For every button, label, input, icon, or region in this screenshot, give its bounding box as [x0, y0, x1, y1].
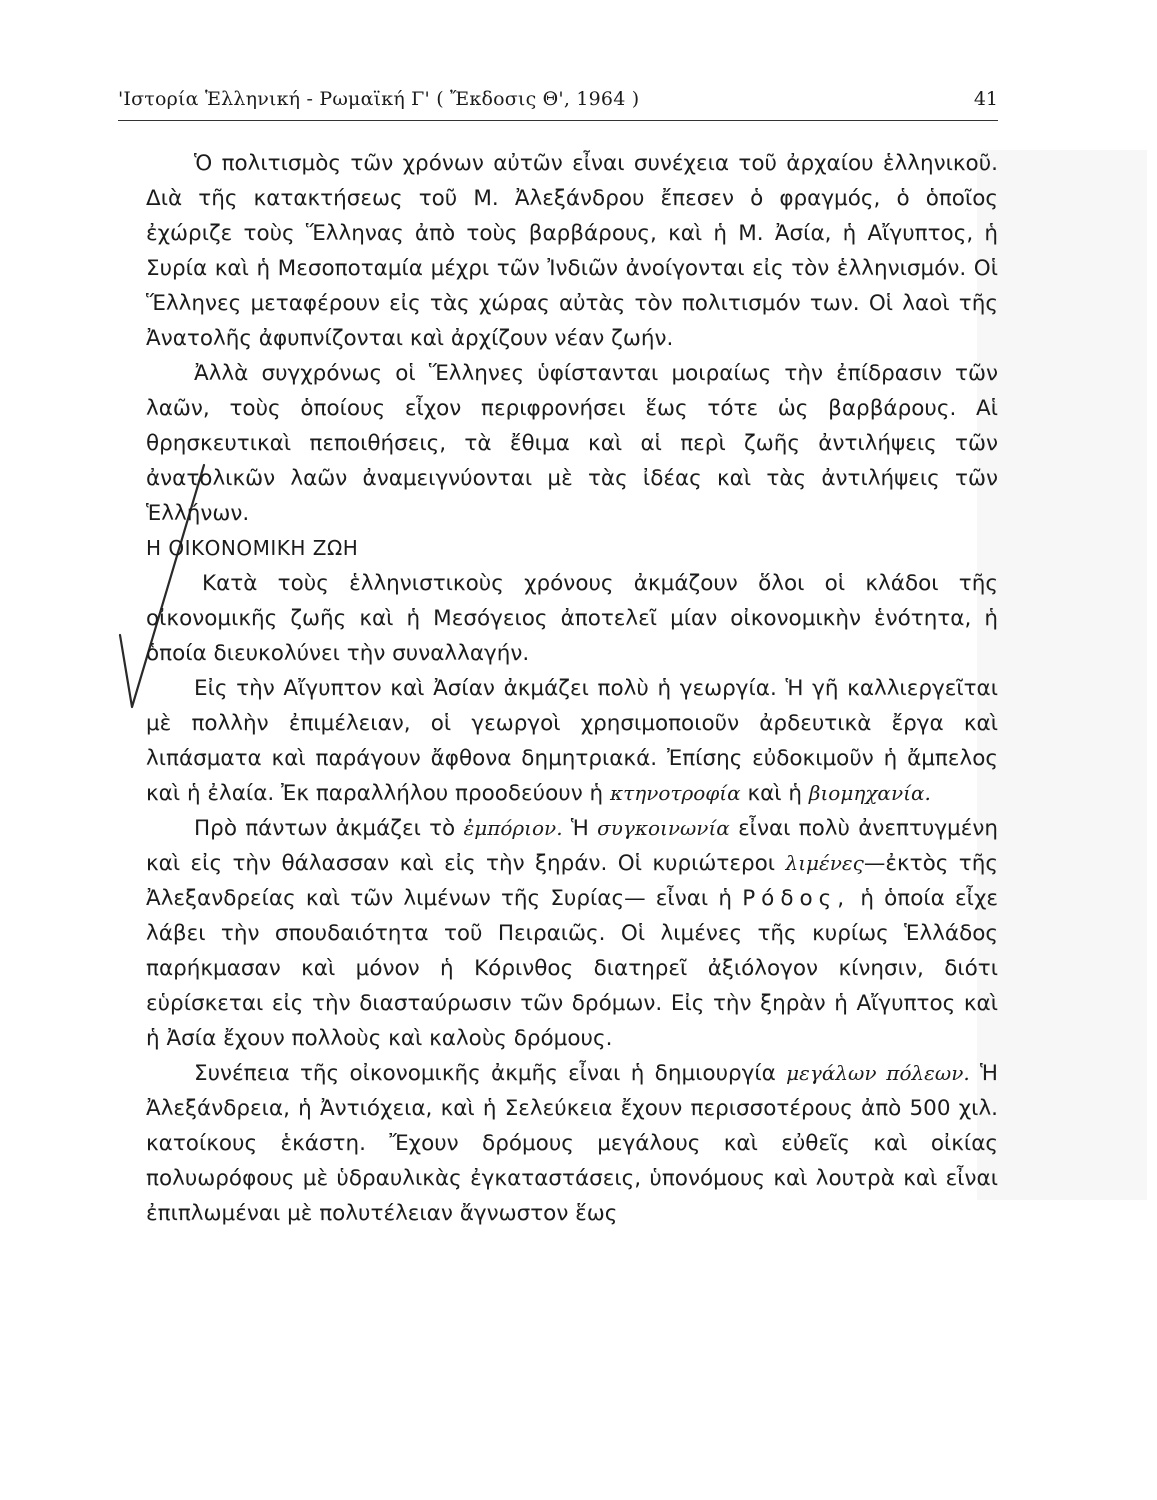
running-header — [118, 84, 998, 121]
paragraph-5-emphasis-2: συγκοινωνία — [597, 816, 730, 840]
paragraph-6 — [146, 1056, 998, 1231]
paragraph-4-text-a: Εἰς τὴν Αἴγυπτον καὶ Ἀσίαν ἀκμάζει πολὺ ἡ γεωργία. Ἡ γῆ καλλιεργεῖται μὲ πολλὴν ἐπιμέλειαν, οἱ γεωργοὶ χρησιμοποιοῦν ἀρδευτικὰ ἔργα καὶ λιπάσματα καὶ παράγουν ἄφθονα δημητριακά. Ἐπίσης εὐδοκιμοῦν ἡ ἄμπελος καὶ ἡ ἐλαία. Ἐκ παραλλήλου προοδεύουν ἡ — [146, 676, 998, 806]
paragraph-5-text-b: Ἡ — [570, 816, 589, 841]
paragraph-5-text-e: ἡ ὁποία εἶχε λάβει τὴν σπουδαιότητα τοῦ Πειραιῶς. Οἱ λιμένες τῆς κυρίως Ἑλλάδος παρήκμασαν καὶ μόνον ἡ Κόρινθος διατηρεῖ ἀξιόλογον κίνησιν, διότι εὑρίσκεται εἰς τὴν διασταύρωσιν τῶν δρόμων. Εἰς τὴν ξηρὰν ἡ Αἴγυπτος καὶ ἡ Ἀσία ἔχουν πολλοὺς καὶ καλοὺς δρόμους. — [146, 886, 998, 1051]
paragraph-5-spaced-rhodos: Ρόδος, — [742, 886, 851, 911]
body-text — [146, 146, 998, 1231]
paragraph-5-text-a: Πρὸ πάντων ἀκμάζει τὸ — [194, 816, 456, 841]
paragraph-5-text-d: —ἐκτὸς τῆς Ἀλεξανδρείας καὶ τῶν λιμένων τῆς Συρίας— εἶναι ἡ — [146, 851, 998, 911]
paragraph-5 — [146, 811, 998, 1056]
paragraph-6-emphasis-1: μεγάλων πόλεων. — [786, 1061, 970, 1085]
paragraph-5-emphasis-1: ἐμπόριον. — [463, 816, 563, 840]
paragraph-1: Ὁ πολιτισμὸς τῶν χρόνων αὐτῶν εἶναι συνέχεια τοῦ ἀρχαίου ἑλληνικοῦ. Διὰ τῆς κατακτήσεως τοῦ Μ. Ἀλεξάνδρου ἔπεσεν ὁ φραγμός, ὁ ὁποῖος ἐχώριζε τοὺς Ἕλληνας ἀπὸ τοὺς βαρβάρους, καὶ ἡ Μ. Ἀσία, ἡ Αἴγυπτος, ἡ Συρία καὶ ἡ Μεσοποταμία μέχρι τῶν Ἰνδιῶν ἀνοίγονται εἰς τὸν ἑλληνισμόν. Οἱ Ἕλληνες μεταφέρουν εἰς τὰς χώρας αὐτὰς τὸν πολιτισμόν των. Οἱ λαοὶ τῆς Ἀνατολῆς ἀφυπνίζονται καὶ ἀρχίζουν νέαν ζωήν. — [146, 151, 998, 351]
header-title: 'Ιστορία Ἑλληνική - Ρωμαϊκή Γ' ( Ἔκδοσις Θ', 1964 ) — [118, 88, 640, 110]
paragraph-6-text-b: Ἡ Ἀλεξάνδρεια, ἡ Ἀντιόχεια, καὶ ἡ Σελεύκεια ἔχουν περισσοτέρους ἀπὸ 500 χιλ. κατοίκους ἑκάστη. Ἔχουν δρόμους μεγάλους καὶ εὐθεῖς καὶ οἰκίας πολυωρόφους μὲ ὑδραυλικὰς ἐγκαταστάσεις, ὑπονόμους καὶ λουτρὰ καὶ εἶναι ἐπιπλωμέναι μὲ πολυτέλειαν ἄγνωστον ἕως — [146, 1061, 999, 1226]
paragraph-4-emphasis-2: βιομηχανία. — [808, 781, 931, 805]
paragraph-4 — [146, 671, 998, 811]
paragraph-2: Ἀλλὰ συγχρόνως οἱ Ἕλληνες ὑφίστανται μοιραίως τὴν ἐπίδρασιν τῶν λαῶν, τοὺς ὁποίους εἶχον περιφρονήσει ἕως τότε ὡς βαρβάρους. Αἱ θρησκευτικαὶ πεποιθήσεις, τὰ ἔθιμα καὶ αἱ περὶ ζωῆς ἀντιλήψεις τῶν ἀνατολικῶν λαῶν ἀναμειγνύονται μὲ τὰς ἰδέας καὶ τὰς ἀντιλήψεις τῶν Ἑλλήνων. — [146, 361, 998, 526]
paragraph-4-emphasis-1: κτηνοτροφία — [610, 781, 741, 805]
page-number: 41 — [973, 88, 998, 110]
paragraph-5-emphasis-3: λιμένες — [785, 851, 864, 875]
paragraph-4-text-b: καὶ ἡ — [747, 781, 803, 806]
section-heading: Η ΟΙΚΟΝΟΜΙΚΗ ΖΩΗ — [146, 536, 359, 560]
paragraph-5-text-c: εἶναι πολὺ ἀνεπτυγμένη καὶ εἰς τὴν θάλασσαν καὶ εἰς τὴν ξηράν. Οἱ κυριώτεροι — [146, 816, 998, 876]
paragraph-6-text-a: Συνέπεια τῆς οἰκονομικῆς ἀκμῆς εἶναι ἡ δημιουργία — [194, 1061, 776, 1086]
paragraph-3: Κατὰ τοὺς ἑλληνιστικοὺς χρόνους ἀκμάζουν ὅλοι οἱ κλάδοι τῆς οἰκονομικῆς ζωῆς καὶ ἡ Μεσόγειος ἀποτελεῖ μίαν οἰκονομικὴν ἑνότητα, ἡ ὁποία διευκολύνει τὴν συναλλαγήν. — [146, 571, 998, 666]
